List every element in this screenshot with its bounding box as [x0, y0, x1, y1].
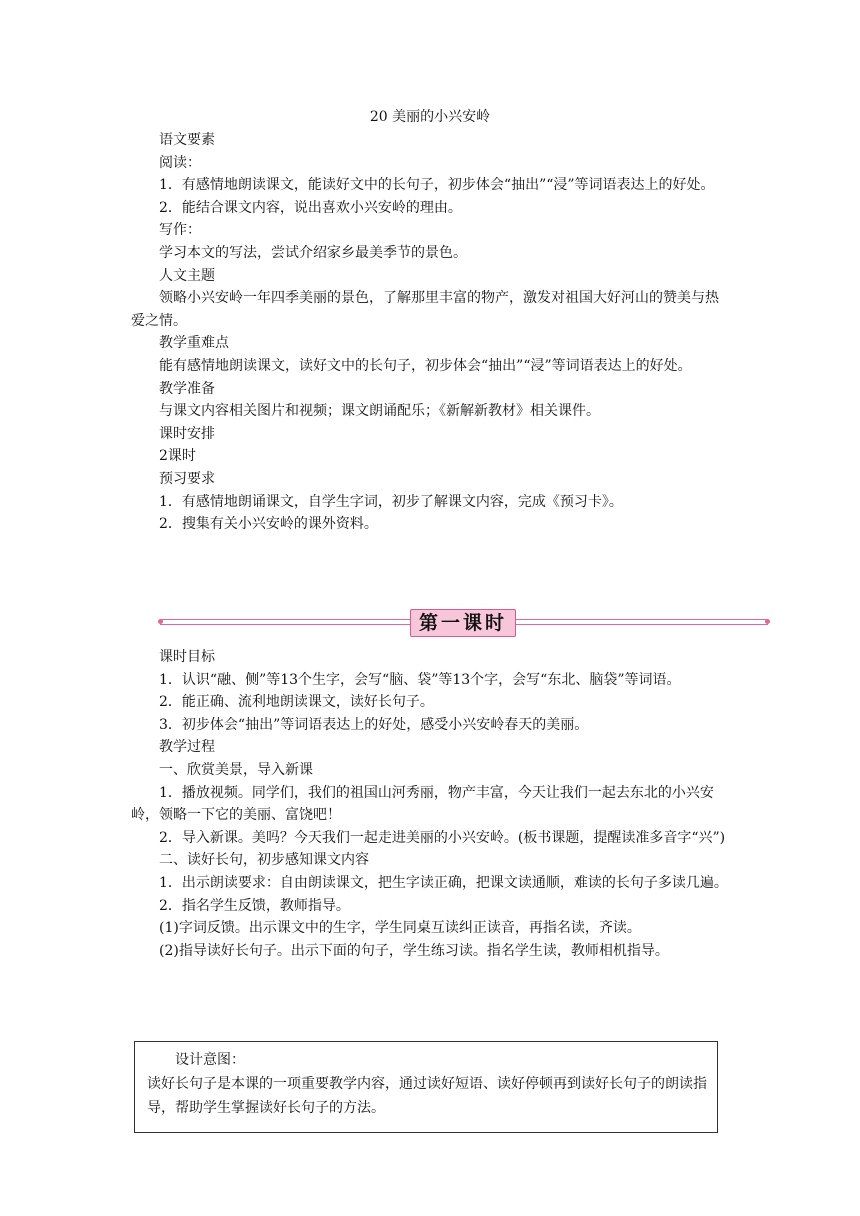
divider-dot-right: [765, 619, 770, 624]
paragraph: 阅读：: [159, 154, 201, 171]
lesson-divider: [160, 609, 768, 637]
paragraph: 学习本文的写法，尝试介绍家乡最美季节的景色。: [159, 244, 467, 261]
paragraph: 预习要求: [159, 470, 215, 487]
paragraph: 1．有感情地朗读课文，能读好文中的长句子，初步体会“抽出”“浸”等词语表达上的好处。: [159, 177, 715, 194]
paragraph: 教学重难点: [159, 335, 229, 352]
design-intent-heading: 设计意图：: [175, 1052, 245, 1068]
paragraph: 2．能正确、流利地朗读课文，读好长句子。: [159, 694, 434, 711]
paragraph: 能有感情地朗读课文，读好文中的长句子，初步体会“抽出”“浸”等词语表达上的好处。: [159, 357, 692, 374]
lesson-title: 20 美丽的小兴安岭: [369, 109, 491, 125]
paragraph: (1)字词反馈。出示课文中的生字，学生同桌互读纠正读音，再指名读，齐读。: [159, 920, 641, 937]
paragraph: 写作：: [159, 222, 201, 239]
paragraph: 2．搜集有关小兴安岭的课外资料。: [159, 516, 378, 533]
design-intent-body: 读好长句子是本课的一项重要教学内容，通过读好短语、读好停顿再到读好长句子的朗读指导，帮助学生掌握读好长句子的方法。: [147, 1076, 707, 1116]
paragraph: (2)指导读好长句子。出示下面的句子，学生练习读。指名学生读，教师相机指导。: [159, 942, 669, 959]
paragraph: 教学过程: [159, 739, 215, 756]
paragraph: 语文要素: [159, 132, 215, 148]
lesson-period-badge: 第一课时: [410, 609, 516, 637]
paragraph: 人文主题: [159, 267, 215, 284]
paragraph: 2．能结合课文内容，说出喜欢小兴安岭的理由。: [159, 199, 462, 216]
paragraph: 一、欣赏美景，导入新课: [159, 761, 313, 778]
paragraph: 1．有感情地朗诵课文，自学生字词，初步了解课文内容，完成《预习卡》。: [159, 493, 623, 510]
paragraph: 2课时: [159, 448, 196, 465]
lesson-overview: [131, 129, 731, 536]
paragraph: 课时目标: [159, 649, 215, 665]
paragraph: 1．认识“融、侧”等13个生字，会写“脑、袋”等13个字，会写“东北、脑袋”等词语。: [159, 671, 681, 688]
paragraph: 1．播放视频。同学们，我们的祖国山河秀丽，物产丰富，今天让我们一起去东北的小兴安岭，领略一下它的美丽、富饶吧！: [131, 784, 714, 824]
paragraph: 3．初步体会“抽出”等词语表达上的好处，感受小兴安岭春天的美丽。: [159, 716, 589, 733]
paragraph: 二、读好长句，初步感知课文内容: [159, 852, 369, 869]
paragraph: 课时安排: [159, 425, 215, 442]
design-intent-box: [134, 1041, 718, 1133]
paragraph: 2．导入新课。美吗？今天我们一起走进美丽的小兴安岭。(板书课题，提醒读准多音字“兴”): [159, 829, 726, 846]
paragraph: 教学准备: [159, 380, 215, 397]
paragraph: 2．指名学生反馈，教师指导。: [159, 897, 350, 914]
paragraph: 领略小兴安岭一年四季美丽的景色，了解那里丰富的物产，激发对祖国大好河山的赞美与热爱之情。: [131, 290, 719, 329]
lesson-one-content: [131, 646, 731, 962]
paragraph: 与课文内容相关图片和视频；课文朗诵配乐；《新解新教材》相关课件。: [159, 403, 600, 420]
divider-dot-left: [158, 619, 163, 624]
paragraph: 1．出示朗读要求：自由朗读课文，把生字读正确，把课文读通顺，难读的长句子多读几遍。: [159, 874, 728, 891]
